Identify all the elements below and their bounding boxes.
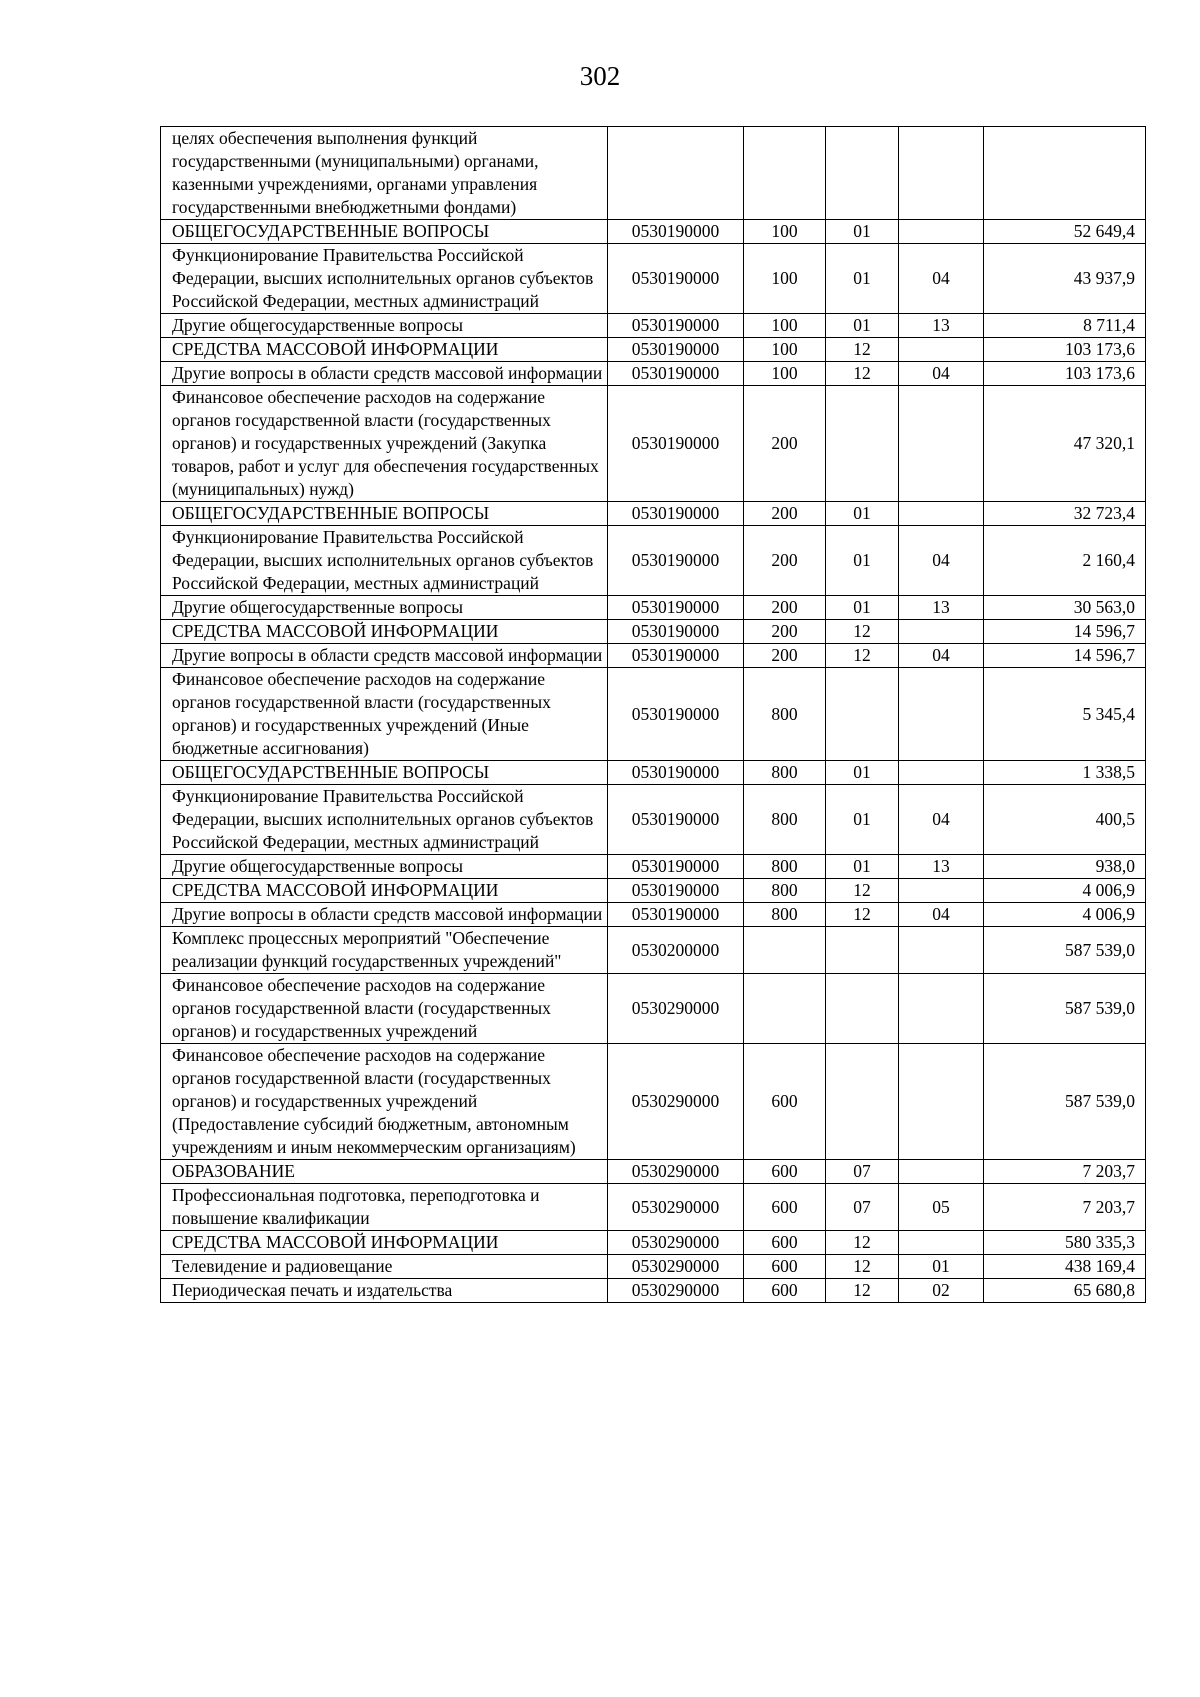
target-article-code-cell: 0530190000	[608, 855, 744, 879]
expense-name-cell: СРЕДСТВА МАССОВОЙ ИНФОРМАЦИИ	[161, 879, 608, 903]
expense-type-code-cell: 100	[744, 244, 826, 314]
target-article-code-cell: 0530200000	[608, 927, 744, 974]
subsection-code-cell: 04	[899, 644, 984, 668]
subsection-code-cell	[899, 386, 984, 502]
target-article-code-cell: 0530190000	[608, 386, 744, 502]
expense-name-cell: Финансовое обеспечение расходов на содержание органов государственной власти (государственных органов) и государственных учреждений	[161, 974, 608, 1044]
table-row	[161, 1231, 1146, 1255]
target-article-code-cell: 0530190000	[608, 620, 744, 644]
expense-name-cell: Финансовое обеспечение расходов на содержание органов государственной власти (государственных органов) и государственных учреждений (Закупка товаров, работ и услуг для обеспечения государственных (муниципальных) нужд)	[161, 386, 608, 502]
target-article-code-cell: 0530290000	[608, 1160, 744, 1184]
section-code-cell: 01	[826, 596, 899, 620]
expense-type-code-cell	[744, 927, 826, 974]
amount-cell: 7 203,7	[984, 1160, 1146, 1184]
expense-name-cell: Другие вопросы в области средств массовой информации	[161, 903, 608, 927]
table-row	[161, 362, 1146, 386]
amount-cell: 5 345,4	[984, 668, 1146, 761]
expense-name-cell: Финансовое обеспечение расходов на содержание органов государственной власти (государственных органов) и государственных учреждений (Иные бюджетные ассигнования)	[161, 668, 608, 761]
amount-cell	[984, 127, 1146, 220]
amount-cell: 587 539,0	[984, 927, 1146, 974]
subsection-code-cell	[899, 1231, 984, 1255]
subsection-code-cell	[899, 220, 984, 244]
amount-cell: 32 723,4	[984, 502, 1146, 526]
table-row	[161, 1160, 1146, 1184]
table-row	[161, 338, 1146, 362]
subsection-code-cell	[899, 761, 984, 785]
expense-type-code-cell: 600	[744, 1044, 826, 1160]
expense-name-cell: СРЕДСТВА МАССОВОЙ ИНФОРМАЦИИ	[161, 620, 608, 644]
table-row	[161, 1255, 1146, 1279]
amount-cell: 7 203,7	[984, 1184, 1146, 1231]
section-code-cell	[826, 927, 899, 974]
section-code-cell: 12	[826, 1255, 899, 1279]
table-row	[161, 386, 1146, 502]
table-row	[161, 668, 1146, 761]
section-code-cell: 01	[826, 502, 899, 526]
expense-type-code-cell: 800	[744, 903, 826, 927]
expense-name-cell: Периодическая печать и издательства	[161, 1279, 608, 1303]
expense-name-cell: Профессиональная подготовка, переподготовка и повышение квалификации	[161, 1184, 608, 1231]
amount-cell: 2 160,4	[984, 526, 1146, 596]
expense-type-code-cell: 100	[744, 220, 826, 244]
subsection-code-cell	[899, 879, 984, 903]
expense-name-cell: ОБРАЗОВАНИЕ	[161, 1160, 608, 1184]
expense-type-code-cell	[744, 974, 826, 1044]
expense-type-code-cell	[744, 127, 826, 220]
subsection-code-cell: 13	[899, 314, 984, 338]
expense-type-code-cell: 200	[744, 596, 826, 620]
target-article-code-cell: 0530190000	[608, 244, 744, 314]
subsection-code-cell: 04	[899, 244, 984, 314]
target-article-code-cell: 0530290000	[608, 974, 744, 1044]
table-row	[161, 127, 1146, 220]
budget-table-body	[161, 127, 1146, 1303]
target-article-code-cell: 0530190000	[608, 903, 744, 927]
amount-cell: 43 937,9	[984, 244, 1146, 314]
target-article-code-cell: 0530290000	[608, 1255, 744, 1279]
table-row	[161, 879, 1146, 903]
amount-cell: 103 173,6	[984, 338, 1146, 362]
section-code-cell	[826, 668, 899, 761]
section-code-cell	[826, 974, 899, 1044]
expense-type-code-cell: 800	[744, 879, 826, 903]
target-article-code-cell: 0530290000	[608, 1231, 744, 1255]
table-row	[161, 855, 1146, 879]
expense-name-cell: СРЕДСТВА МАССОВОЙ ИНФОРМАЦИИ	[161, 338, 608, 362]
target-article-code-cell: 0530190000	[608, 644, 744, 668]
target-article-code-cell: 0530190000	[608, 785, 744, 855]
amount-cell: 938,0	[984, 855, 1146, 879]
amount-cell: 587 539,0	[984, 974, 1146, 1044]
expense-name-cell: Функционирование Правительства Российской Федерации, высших исполнительных органов субъектов Российской Федерации, местных администраций	[161, 526, 608, 596]
subsection-code-cell	[899, 1044, 984, 1160]
subsection-code-cell: 01	[899, 1255, 984, 1279]
subsection-code-cell	[899, 974, 984, 1044]
subsection-code-cell: 13	[899, 596, 984, 620]
target-article-code-cell: 0530290000	[608, 1044, 744, 1160]
table-row	[161, 526, 1146, 596]
amount-cell: 14 596,7	[984, 620, 1146, 644]
amount-cell: 4 006,9	[984, 879, 1146, 903]
table-row	[161, 785, 1146, 855]
amount-cell: 4 006,9	[984, 903, 1146, 927]
table-row	[161, 502, 1146, 526]
subsection-code-cell: 13	[899, 855, 984, 879]
expense-name-cell: Другие общегосударственные вопросы	[161, 596, 608, 620]
target-article-code-cell: 0530190000	[608, 502, 744, 526]
subsection-code-cell: 04	[899, 526, 984, 596]
target-article-code-cell: 0530190000	[608, 761, 744, 785]
section-code-cell: 01	[826, 785, 899, 855]
expense-type-code-cell: 200	[744, 620, 826, 644]
expense-type-code-cell: 600	[744, 1160, 826, 1184]
target-article-code-cell	[608, 127, 744, 220]
expense-type-code-cell: 200	[744, 386, 826, 502]
subsection-code-cell	[899, 668, 984, 761]
amount-cell: 587 539,0	[984, 1044, 1146, 1160]
target-article-code-cell: 0530190000	[608, 338, 744, 362]
table-row	[161, 974, 1146, 1044]
expense-name-cell: СРЕДСТВА МАССОВОЙ ИНФОРМАЦИИ	[161, 1231, 608, 1255]
section-code-cell: 12	[826, 362, 899, 386]
expense-name-cell: Финансовое обеспечение расходов на содержание органов государственной власти (государственных органов) и государственных учреждений (Предоставление субсидий бюджетным, автономным учреждениям и иным некоммерческим организациям)	[161, 1044, 608, 1160]
expense-type-code-cell: 800	[744, 668, 826, 761]
section-code-cell: 01	[826, 244, 899, 314]
section-code-cell: 01	[826, 526, 899, 596]
expense-name-cell: Телевидение и радиовещание	[161, 1255, 608, 1279]
table-row	[161, 1044, 1146, 1160]
subsection-code-cell	[899, 127, 984, 220]
table-row	[161, 903, 1146, 927]
table-row	[161, 644, 1146, 668]
expense-type-code-cell: 600	[744, 1255, 826, 1279]
expense-type-code-cell: 200	[744, 502, 826, 526]
table-row	[161, 596, 1146, 620]
expense-name-cell: ОБЩЕГОСУДАРСТВЕННЫЕ ВОПРОСЫ	[161, 761, 608, 785]
expense-name-cell: ОБЩЕГОСУДАРСТВЕННЫЕ ВОПРОСЫ	[161, 502, 608, 526]
section-code-cell	[826, 1044, 899, 1160]
expense-name-cell: Функционирование Правительства Российской Федерации, высших исполнительных органов субъектов Российской Федерации, местных администраций	[161, 785, 608, 855]
expense-type-code-cell: 600	[744, 1184, 826, 1231]
table-row	[161, 1279, 1146, 1303]
expense-name-cell: Функционирование Правительства Российской Федерации, высших исполнительных органов субъектов Российской Федерации, местных администраций	[161, 244, 608, 314]
target-article-code-cell: 0530190000	[608, 526, 744, 596]
target-article-code-cell: 0530190000	[608, 879, 744, 903]
budget-table	[160, 126, 1146, 1303]
subsection-code-cell: 04	[899, 903, 984, 927]
expense-name-cell: Другие общегосударственные вопросы	[161, 314, 608, 338]
subsection-code-cell	[899, 338, 984, 362]
target-article-code-cell: 0530190000	[608, 668, 744, 761]
expense-type-code-cell: 100	[744, 362, 826, 386]
amount-cell: 52 649,4	[984, 220, 1146, 244]
expense-name-cell: Комплекс процессных мероприятий "Обеспечение реализации функций государственных учреждений"	[161, 927, 608, 974]
subsection-code-cell	[899, 502, 984, 526]
target-article-code-cell: 0530190000	[608, 220, 744, 244]
expense-type-code-cell: 200	[744, 526, 826, 596]
section-code-cell	[826, 386, 899, 502]
section-code-cell: 07	[826, 1184, 899, 1231]
target-article-code-cell: 0530290000	[608, 1279, 744, 1303]
target-article-code-cell: 0530190000	[608, 314, 744, 338]
table-row	[161, 314, 1146, 338]
expense-type-code-cell: 200	[744, 644, 826, 668]
expense-type-code-cell: 600	[744, 1279, 826, 1303]
subsection-code-cell	[899, 927, 984, 974]
expense-type-code-cell: 800	[744, 761, 826, 785]
amount-cell: 65 680,8	[984, 1279, 1146, 1303]
expense-name-cell: Другие вопросы в области средств массовой информации	[161, 644, 608, 668]
expense-name-cell: Другие общегосударственные вопросы	[161, 855, 608, 879]
expense-name-cell: ОБЩЕГОСУДАРСТВЕННЫЕ ВОПРОСЫ	[161, 220, 608, 244]
amount-cell: 400,5	[984, 785, 1146, 855]
table-row	[161, 927, 1146, 974]
expense-type-code-cell: 100	[744, 338, 826, 362]
section-code-cell: 12	[826, 879, 899, 903]
target-article-code-cell: 0530290000	[608, 1184, 744, 1231]
expense-type-code-cell: 800	[744, 785, 826, 855]
section-code-cell: 01	[826, 220, 899, 244]
section-code-cell: 12	[826, 620, 899, 644]
amount-cell: 8 711,4	[984, 314, 1146, 338]
section-code-cell: 07	[826, 1160, 899, 1184]
subsection-code-cell	[899, 1160, 984, 1184]
expense-type-code-cell: 100	[744, 314, 826, 338]
section-code-cell: 01	[826, 314, 899, 338]
subsection-code-cell: 02	[899, 1279, 984, 1303]
section-code-cell: 01	[826, 761, 899, 785]
subsection-code-cell: 04	[899, 785, 984, 855]
amount-cell: 30 563,0	[984, 596, 1146, 620]
expense-name-cell: целях обеспечения выполнения функций государственными (муниципальными) органами, казенными учреждениями, органами управления государственными внебюджетными фондами)	[161, 127, 608, 220]
subsection-code-cell	[899, 620, 984, 644]
table-row	[161, 1184, 1146, 1231]
amount-cell: 580 335,3	[984, 1231, 1146, 1255]
section-code-cell: 12	[826, 1279, 899, 1303]
section-code-cell: 12	[826, 338, 899, 362]
amount-cell: 438 169,4	[984, 1255, 1146, 1279]
table-row	[161, 220, 1146, 244]
amount-cell: 103 173,6	[984, 362, 1146, 386]
subsection-code-cell: 04	[899, 362, 984, 386]
section-code-cell: 01	[826, 855, 899, 879]
expense-type-code-cell: 800	[744, 855, 826, 879]
expense-name-cell: Другие вопросы в области средств массовой информации	[161, 362, 608, 386]
target-article-code-cell: 0530190000	[608, 596, 744, 620]
table-row	[161, 620, 1146, 644]
section-code-cell: 12	[826, 1231, 899, 1255]
section-code-cell: 12	[826, 903, 899, 927]
table-row	[161, 761, 1146, 785]
target-article-code-cell: 0530190000	[608, 362, 744, 386]
amount-cell: 47 320,1	[984, 386, 1146, 502]
expense-type-code-cell: 600	[744, 1231, 826, 1255]
page-number: 302	[579, 61, 621, 91]
subsection-code-cell: 05	[899, 1184, 984, 1231]
amount-cell: 14 596,7	[984, 644, 1146, 668]
section-code-cell	[826, 127, 899, 220]
table-row	[161, 244, 1146, 314]
amount-cell: 1 338,5	[984, 761, 1146, 785]
section-code-cell: 12	[826, 644, 899, 668]
